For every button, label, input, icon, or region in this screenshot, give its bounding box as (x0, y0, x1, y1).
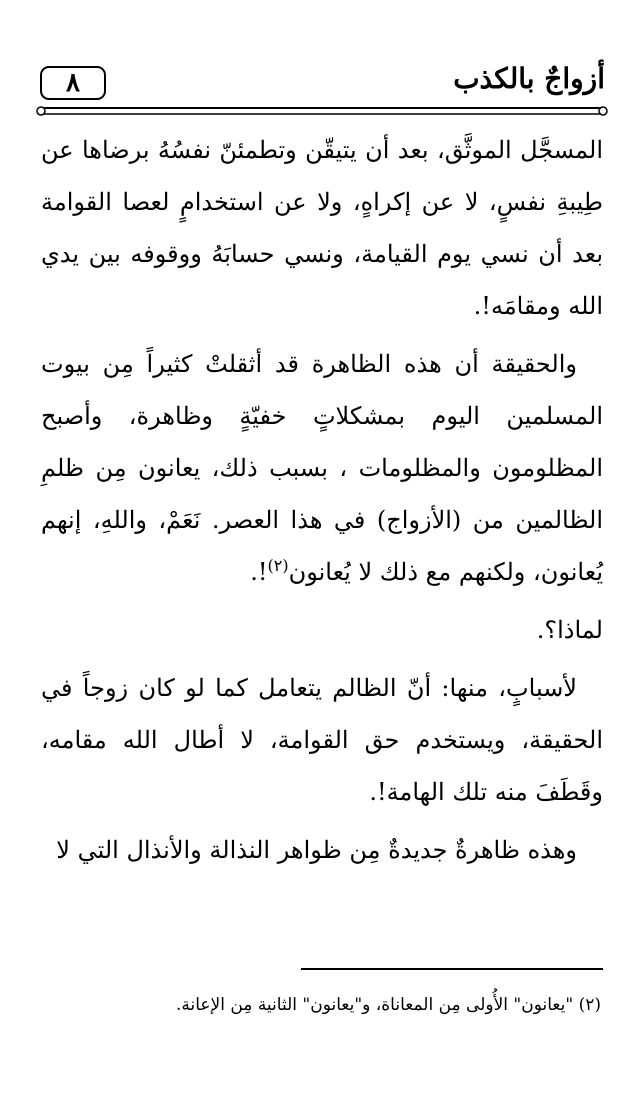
footnote (41, 994, 601, 1018)
paragraph-text: والحقيقة أن هذه الظاهرة قد أثقلتْ كثيراً مِن بيوت المسلمين اليوم بمشكلاتٍ خفيّةٍ وظاهرة، وأصبح المظلومون والمظلومات ، بسبب ذلك، يعانون مِن ظلمِ الظالمين من (الأزواج) في هذا العصر. نَعَمْ، واللهِ، إنهم يُعانون، ولكنهم مع ذلك لا يُعانون (41, 350, 603, 586)
footnote-text: "يعانون" الأُولى مِن المعاناة، و"يعانون" الثانية مِن الإعانة. (175, 995, 574, 1015)
paragraph (41, 338, 603, 598)
paragraph-tail: !. (250, 558, 268, 586)
footnote-separator (301, 968, 603, 970)
footnote-reference: (٢) (267, 556, 289, 575)
page-number: ٨ (40, 66, 106, 100)
header-rule (36, 104, 608, 118)
paragraph: وهذه ظاهرةٌ جديدةٌ مِن ظواهر النذالة والأنذال التي لا (56, 836, 577, 864)
page-header (40, 60, 605, 104)
paragraph-question: لماذا؟. (536, 616, 603, 644)
paragraph: لأسبابٍ، منها: أنّ الظالم يتعامل كما لو كان زوجاً في الحقيقة، ويستخدم حق القوامة، لا أطال الله مقامه، وقَطَفَ منه تلك الهامة!. (41, 674, 603, 806)
book-title: أزواجٌ بالكذب (453, 62, 605, 95)
footnote-marker: (٢) (578, 995, 601, 1015)
paragraph-continued: المسجَّل الموثَّق، بعد أن يتيقّن وتطمئنّ نفسُهُ برضاها عن طِيبةِ نفسٍ، لا عن إكراهٍ، ولا عن استخدامٍ لعصا القوامة بعد أن نسي يوم القيامة، ونسي حسابَهُ ووقوفه بين يدي الله ومقامَه!. (41, 136, 603, 320)
body-text (41, 124, 603, 876)
